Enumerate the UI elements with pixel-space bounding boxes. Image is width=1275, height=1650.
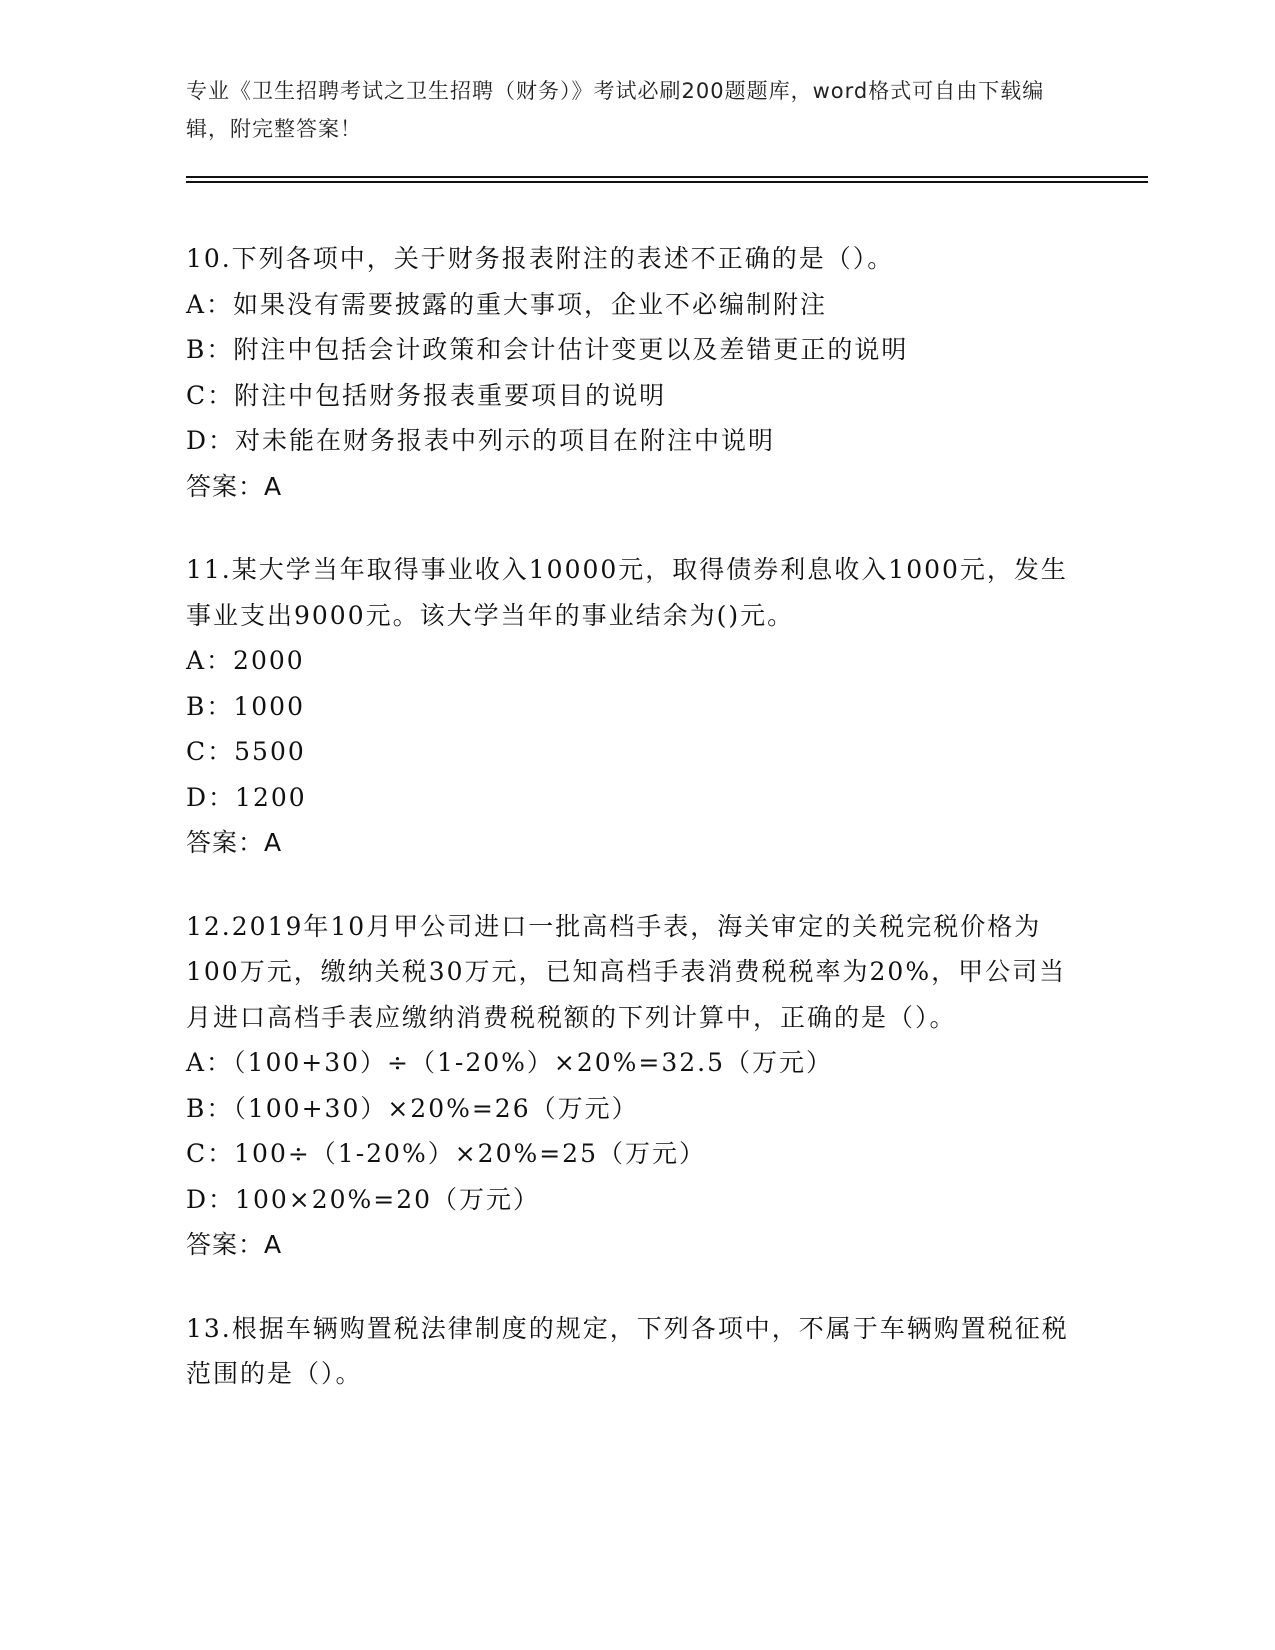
option-a: A：2000 [186, 646, 305, 675]
header-rule-bottom [186, 181, 1148, 183]
option-b: B：（100+30）×20%=26（万元） [186, 1093, 639, 1123]
option-a: A：如果没有需要披露的重大事项，企业不必编制附注 [186, 289, 828, 319]
question-stem: 12.2019年10月甲公司进口一批高档手表，海关审定的关税完税价格为100万元，缴纳关税30万元，已知高档手表消费税税率为20%，甲公司当月进口高档手表应缴纳消费税税额的下列计算中，正确的是（）。 [186, 911, 1067, 1032]
question-12 [186, 904, 1086, 1268]
answer-label: 答案：A [186, 471, 283, 501]
header-rule-top [186, 176, 1148, 178]
option-d: D：100×20%=20（万元） [186, 1184, 541, 1214]
question-10 [186, 236, 1086, 509]
option-c: C：5500 [186, 737, 306, 766]
document-header: 专业《卫生招聘考试之卫生招聘（财务）》考试必刷200题题库，word格式可自由下载编辑，附完整答案！ [186, 79, 1045, 141]
question-13 [186, 1306, 1086, 1397]
question-stem: 13.根据车辆购置税法律制度的规定，下列各项中，不属于车辆购置税征税范围的是（）。 [186, 1313, 1069, 1388]
option-b: B：附注中包括会计政策和会计估计变更以及差错更正的说明 [186, 335, 909, 364]
answer-label: 答案：A [186, 828, 283, 857]
option-d: D：1200 [186, 782, 307, 812]
answer-label: 答案：A [186, 1230, 283, 1259]
question-stem: 10.下列各项中，关于财务报表附注的表述不正确的是（）。 [186, 244, 895, 273]
option-b: B：1000 [186, 691, 305, 721]
option-d: D：对未能在财务报表中列示的项目在附注中说明 [186, 426, 776, 455]
option-c: C：100÷（1-20%）×20%=25（万元） [186, 1139, 706, 1168]
question-list [186, 236, 1086, 1435]
question-11 [186, 547, 1086, 866]
option-a: A：（100+30）÷（1-20%）×20%=32.5（万元） [186, 1048, 834, 1077]
option-c: C：附注中包括财务报表重要项目的说明 [186, 380, 667, 410]
question-stem: 11.某大学当年取得事业收入10000元，取得债券利息收入1000元，发生事业支出9000元。该大学当年的事业结余为()元。 [186, 555, 1068, 630]
